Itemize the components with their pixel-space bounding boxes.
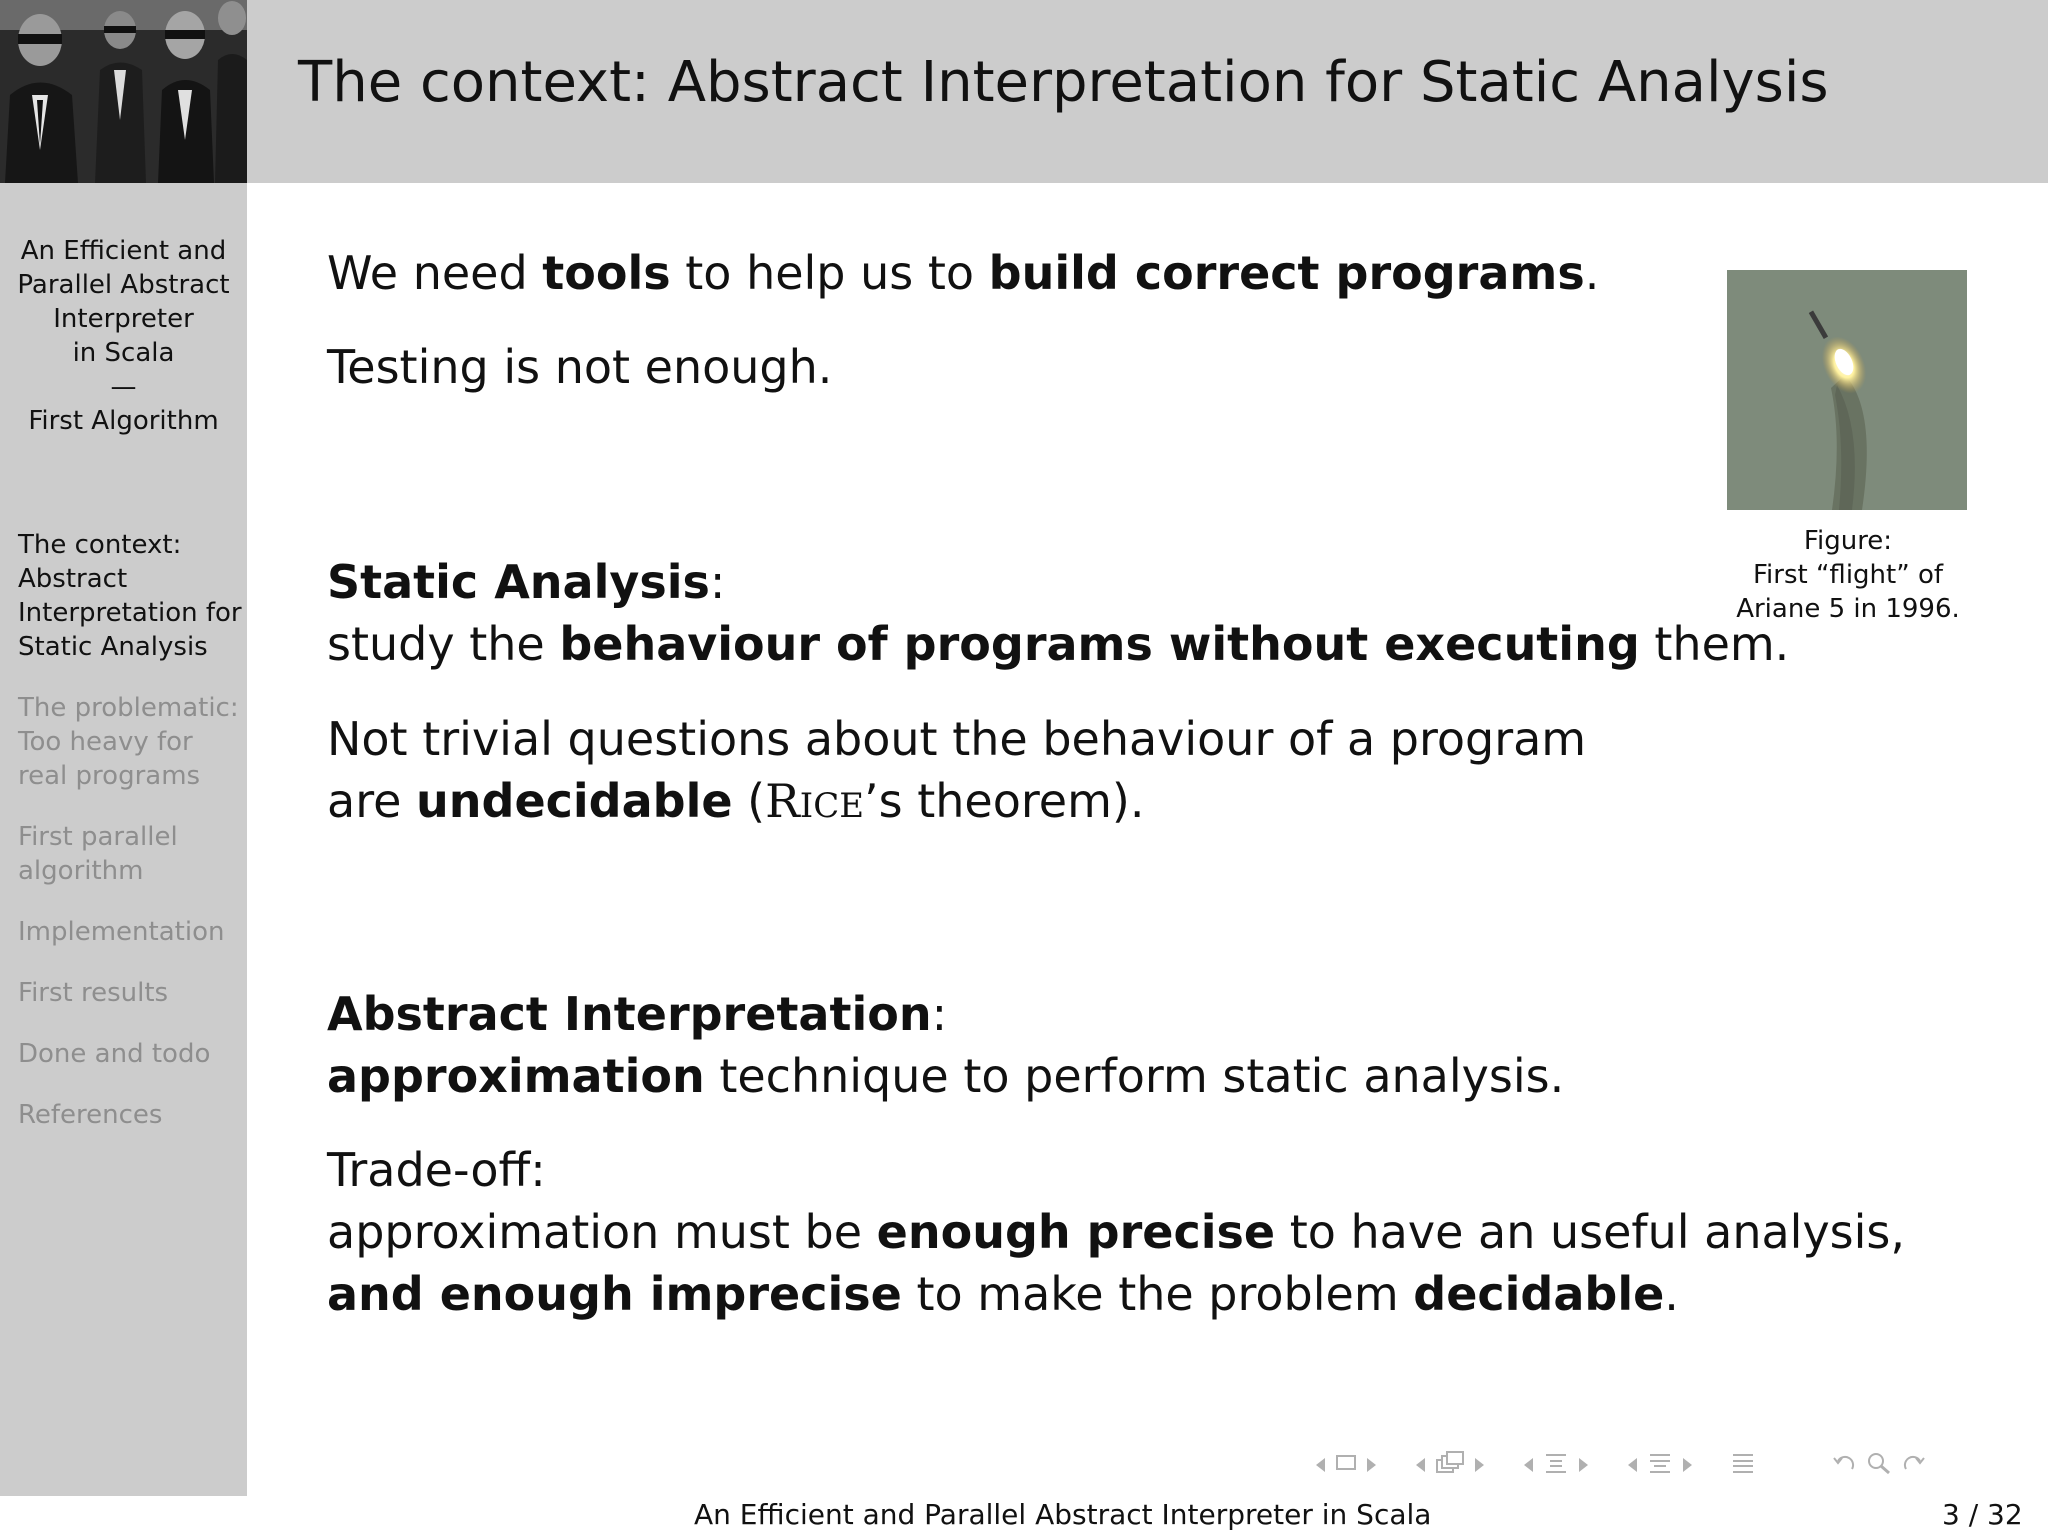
short-title-line: First Algorithm	[28, 406, 219, 436]
page-number: 3 / 32	[1942, 1498, 2023, 1531]
slide-nav-icon[interactable]	[1335, 1454, 1357, 1476]
ariane-rocket-image	[1727, 270, 1967, 510]
footer	[0, 1496, 2048, 1536]
sidebar-item-label: Static Analysis	[18, 632, 208, 662]
figure-caption	[1700, 524, 1996, 626]
sidebar-item-label: The context:	[18, 530, 182, 560]
short-title-line: Parallel Abstract	[17, 270, 230, 300]
caption-line: First “flight” of	[1752, 560, 1944, 590]
navigation-symbols	[1310, 1448, 1930, 1482]
previous-subsection-icon[interactable]	[1524, 1458, 1533, 1472]
toc-nav	[1726, 1451, 1760, 1479]
tradeoff-line-1: approximation must be enough precise to have an useful analysis,	[327, 1205, 1906, 1259]
nontrivial-line-1: Not trivial questions about the behaviour of a program	[327, 712, 1587, 766]
abstract-interpretation-heading: Abstract Interpretation:	[327, 987, 948, 1041]
rice-name: RICE	[765, 774, 865, 828]
nontrivial-line-2: are undecidable (RICE’s theorem).	[327, 774, 1145, 828]
frame-nav	[1410, 1451, 1490, 1479]
next-section-icon[interactable]	[1683, 1458, 1692, 1472]
abstract-interpretation-definition: approximation technique to perform static analysis.	[327, 1049, 1565, 1103]
toc-icon[interactable]	[1730, 1451, 1756, 1479]
search-nav	[1828, 1451, 1930, 1479]
back-icon[interactable]	[1832, 1451, 1858, 1479]
static-analysis-definition: study the behaviour of programs without executing them.	[327, 617, 1790, 671]
slide-nav	[1310, 1454, 1382, 1476]
subsection-nav-icon[interactable]	[1543, 1451, 1569, 1479]
sidebar-item-label: Implementation	[18, 917, 225, 947]
section-nav-icon[interactable]	[1647, 1451, 1673, 1479]
previous-frame-icon[interactable]	[1416, 1458, 1425, 1472]
sidebar-item-label: Too heavy for	[18, 727, 193, 757]
previous-section-icon[interactable]	[1628, 1458, 1637, 1472]
sidebar-item-label: First results	[18, 978, 169, 1008]
sidebar-item-label: Interpretation for	[18, 598, 242, 628]
sidebar-item-label: real programs	[18, 761, 201, 791]
forward-icon[interactable]	[1900, 1451, 1926, 1479]
next-subsection-icon[interactable]	[1579, 1458, 1588, 1472]
sidebar-item-label: Abstract	[18, 564, 128, 594]
next-frame-icon[interactable]	[1475, 1458, 1484, 1472]
sidebar-item-done-todo[interactable]	[18, 1037, 243, 1071]
sidebar-item-context[interactable]	[18, 528, 243, 664]
tools-paragraph: We need tools to help us to build correct programs.	[327, 246, 1600, 300]
section-navigation	[18, 528, 243, 1159]
sidebar-item-implementation[interactable]	[18, 915, 243, 949]
caption-label: Figure:	[1803, 526, 1893, 556]
header-logo-image	[0, 0, 247, 183]
sidebar-item-label: References	[18, 1100, 163, 1130]
tradeoff-heading: Trade-off:	[327, 1143, 546, 1197]
static-analysis-heading: Static Analysis:	[327, 555, 726, 609]
sidebar-item-problematic[interactable]	[18, 691, 243, 793]
previous-slide-icon[interactable]	[1316, 1458, 1325, 1472]
tradeoff-line-2: and enough imprecise to make the problem decidable.	[327, 1267, 1679, 1321]
sidebar-item-label: algorithm	[18, 856, 144, 886]
next-slide-icon[interactable]	[1367, 1458, 1376, 1472]
footer-title: An Efficient and Parallel Abstract Interpreter in Scala	[694, 1498, 1432, 1531]
caption-line: Ariane 5 in 1996.	[1736, 594, 1960, 624]
short-title-dash: —	[110, 372, 137, 402]
subsection-nav	[1518, 1451, 1594, 1479]
section-nav	[1622, 1451, 1698, 1479]
presentation-short-title	[0, 234, 247, 438]
search-icon[interactable]	[1866, 1451, 1892, 1479]
short-title-line: in Scala	[72, 338, 175, 368]
sidebar-item-references[interactable]	[18, 1098, 243, 1132]
sidebar-item-first-results[interactable]	[18, 976, 243, 1010]
sidebar-item-label: The problematic:	[18, 693, 239, 723]
short-title-line: Interpreter	[53, 304, 194, 334]
testing-paragraph: Testing is not enough.	[327, 340, 833, 394]
short-title-line: An Efficient and	[20, 236, 227, 266]
sidebar-item-label: First parallel	[18, 822, 178, 852]
frame-title: The context: Abstract Interpretation for Static Analysis	[298, 50, 1829, 115]
sidebar-item-parallel-algorithm[interactable]	[18, 820, 243, 888]
frame-nav-icon[interactable]	[1435, 1451, 1465, 1479]
sidebar-item-label: Done and todo	[18, 1039, 211, 1069]
